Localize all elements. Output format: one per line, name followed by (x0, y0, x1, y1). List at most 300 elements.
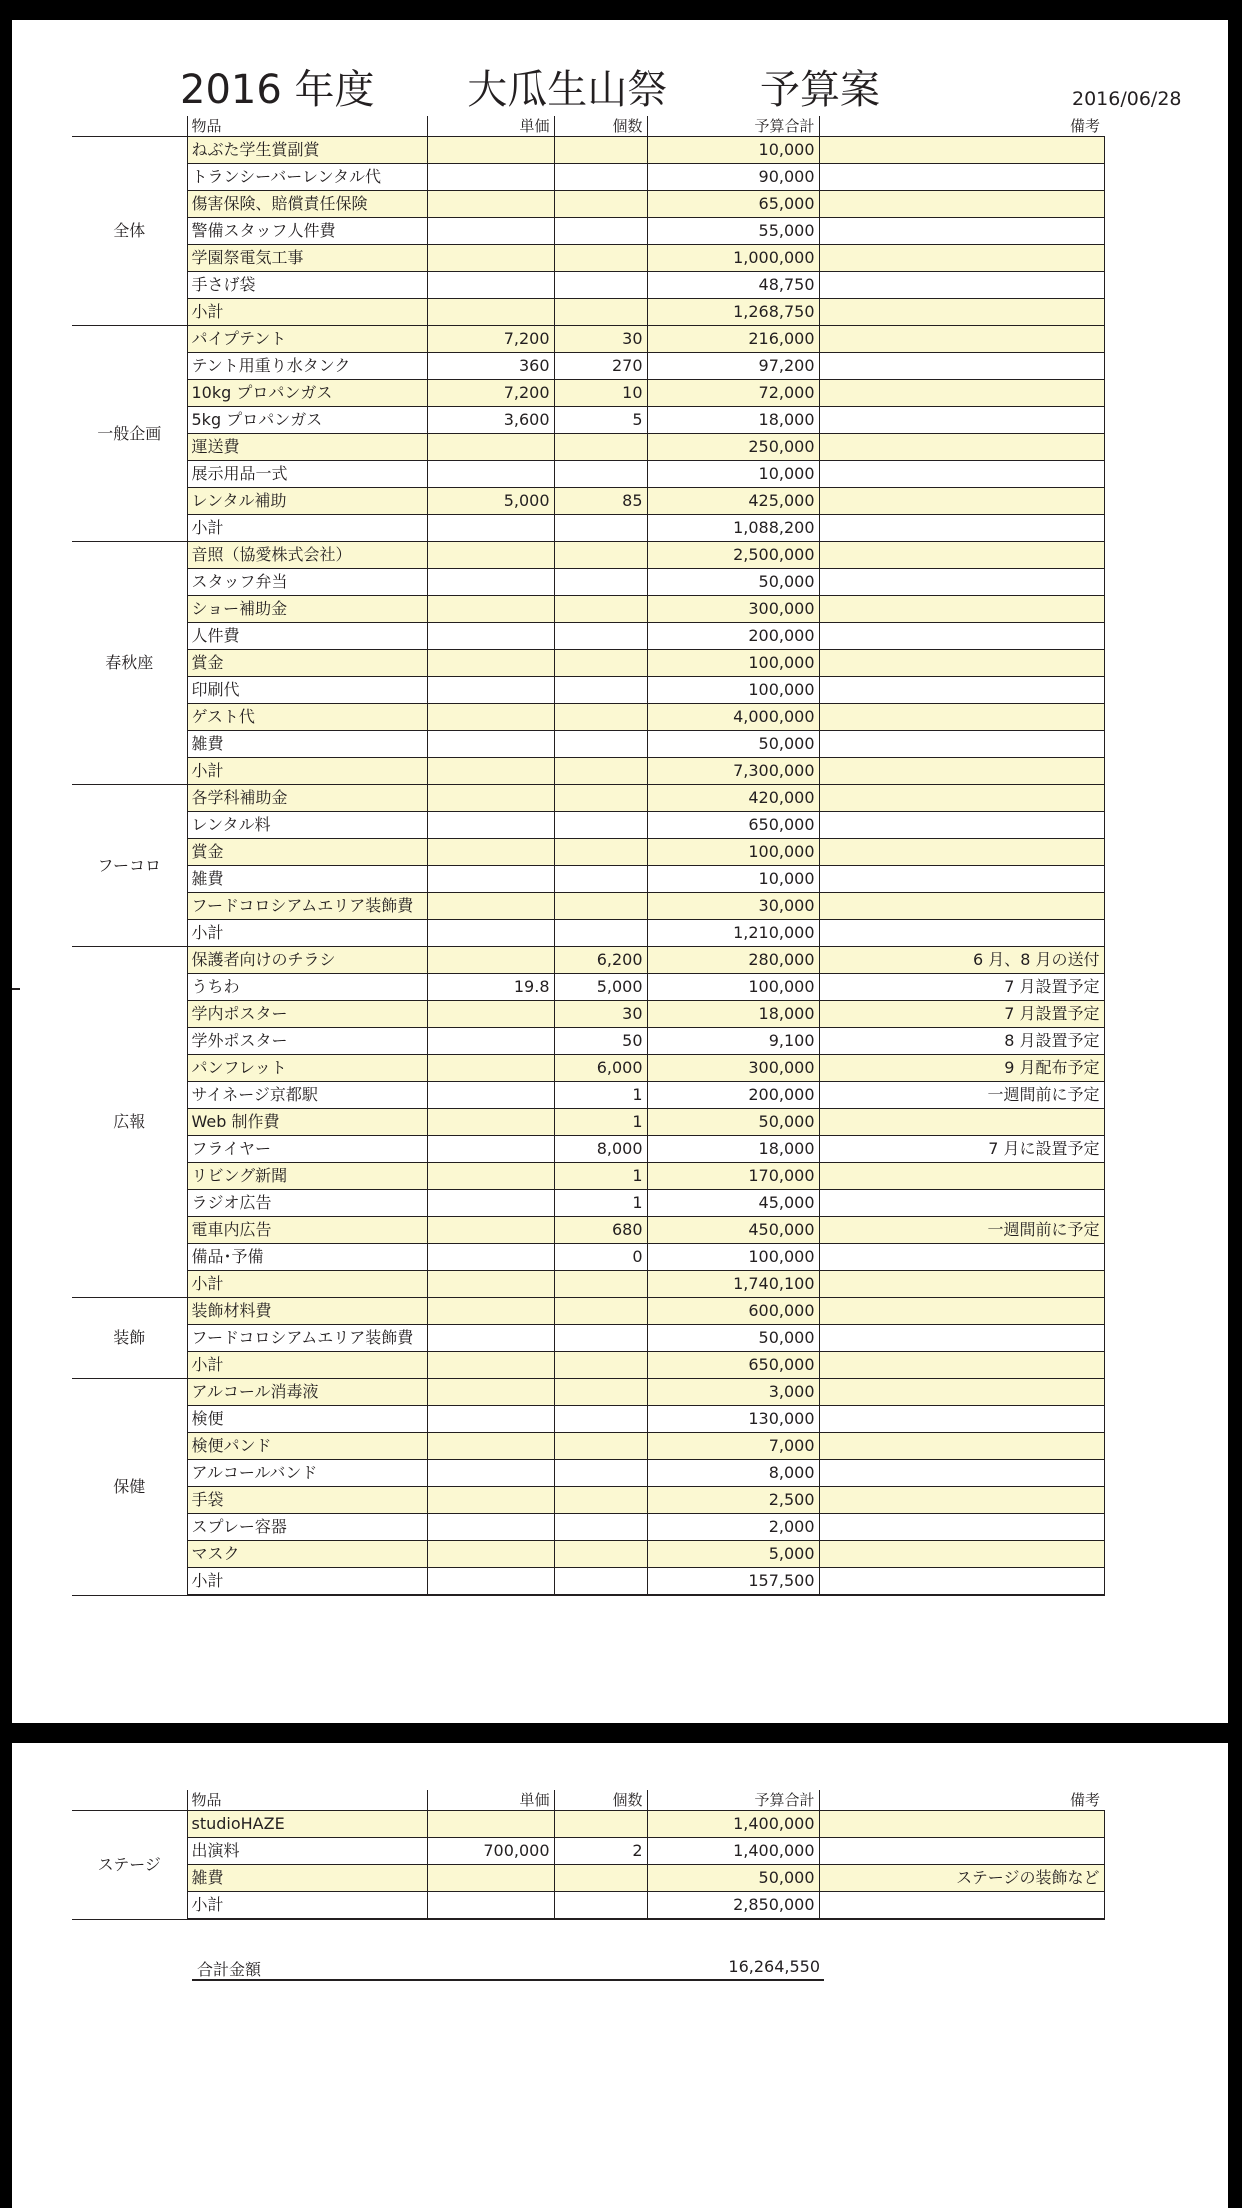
qty-cell: 50 (554, 1028, 647, 1055)
table-row (72, 893, 1104, 920)
table-row (72, 1055, 1104, 1082)
table-row (72, 272, 1104, 299)
table-row (72, 704, 1104, 731)
qty-cell (554, 515, 647, 542)
item-cell: フードコロシアムエリア装飾費 (187, 1325, 427, 1352)
note-cell (819, 1244, 1104, 1271)
category-label: フーコロ (72, 785, 187, 947)
total-cell: 1,400,000 (647, 1811, 819, 1838)
table-row (72, 137, 1104, 164)
category-label: 全体 (72, 137, 187, 326)
price-cell (427, 1217, 554, 1244)
price-cell: 360 (427, 353, 554, 380)
total-cell: 1,268,750 (647, 299, 819, 326)
item-cell: 雑費 (187, 866, 427, 893)
total-cell: 450,000 (647, 1217, 819, 1244)
note-cell (819, 758, 1104, 785)
header-price: 単価 (427, 1790, 554, 1811)
grand-total-value: 16,264,550 (728, 1957, 820, 1976)
item-cell: 傷害保険、賠償責任保険 (187, 191, 427, 218)
total-cell: 9,100 (647, 1028, 819, 1055)
note-cell (819, 218, 1104, 245)
item-cell: パイプテント (187, 326, 427, 353)
table-row (72, 731, 1104, 758)
qty-cell (554, 1325, 647, 1352)
item-cell: ショー補助金 (187, 596, 427, 623)
note-cell: 一週間前に予定 (819, 1217, 1104, 1244)
qty-cell: 680 (554, 1217, 647, 1244)
item-cell: スプレー容器 (187, 1514, 427, 1541)
total-cell: 1,000,000 (647, 245, 819, 272)
total-cell: 10,000 (647, 461, 819, 488)
item-cell: 小計 (187, 920, 427, 947)
qty-cell: 1 (554, 1109, 647, 1136)
price-cell: 700,000 (427, 1838, 554, 1865)
note-cell (819, 164, 1104, 191)
table-row (72, 326, 1104, 353)
total-cell: 100,000 (647, 974, 819, 1001)
note-cell: 7 月に設置予定 (819, 1136, 1104, 1163)
table-row (72, 1109, 1104, 1136)
qty-cell (554, 569, 647, 596)
header-price: 単価 (427, 116, 554, 137)
note-cell (819, 488, 1104, 515)
category-label: ステージ (72, 1811, 187, 1920)
qty-cell (554, 1568, 647, 1596)
category-label: 広報 (72, 947, 187, 1298)
item-cell: 人件費 (187, 623, 427, 650)
table-row (72, 1001, 1104, 1028)
qty-cell: 5,000 (554, 974, 647, 1001)
total-cell: 1,210,000 (647, 920, 819, 947)
header-blank (72, 1790, 187, 1811)
item-cell: 小計 (187, 515, 427, 542)
table-row (72, 488, 1104, 515)
price-cell (427, 1109, 554, 1136)
item-cell: 各学科補助金 (187, 785, 427, 812)
price-cell (427, 1163, 554, 1190)
qty-cell (554, 650, 647, 677)
qty-cell: 270 (554, 353, 647, 380)
qty-cell (554, 461, 647, 488)
table-row (72, 245, 1104, 272)
note-cell (819, 920, 1104, 947)
qty-cell (554, 137, 647, 164)
document-title (12, 58, 1228, 115)
total-cell: 2,000 (647, 1514, 819, 1541)
price-cell (427, 1001, 554, 1028)
table-row (72, 866, 1104, 893)
total-cell: 48,750 (647, 272, 819, 299)
item-cell: 小計 (187, 1352, 427, 1379)
item-cell: 検便 (187, 1406, 427, 1433)
item-cell: 装飾材料費 (187, 1298, 427, 1325)
price-cell (427, 434, 554, 461)
note-cell (819, 704, 1104, 731)
item-cell: 賞金 (187, 650, 427, 677)
note-cell (819, 434, 1104, 461)
price-cell (427, 1811, 554, 1838)
note-cell (819, 596, 1104, 623)
note-cell (819, 1811, 1104, 1838)
qty-cell (554, 1865, 647, 1892)
table-row (72, 299, 1104, 326)
table-row (72, 1082, 1104, 1109)
qty-cell (554, 758, 647, 785)
note-cell: 6 月、8 月の送付 (819, 947, 1104, 974)
price-cell (427, 1352, 554, 1379)
qty-cell: 1 (554, 1082, 647, 1109)
qty-cell (554, 434, 647, 461)
qty-cell (554, 191, 647, 218)
qty-cell: 5 (554, 407, 647, 434)
note-cell (819, 380, 1104, 407)
table-row (72, 1028, 1104, 1055)
table-row (72, 1514, 1104, 1541)
note-cell (819, 1892, 1104, 1920)
item-cell: ラジオ広告 (187, 1190, 427, 1217)
note-cell (819, 1298, 1104, 1325)
total-cell: 10,000 (647, 866, 819, 893)
total-cell: 280,000 (647, 947, 819, 974)
table-row (72, 1244, 1104, 1271)
total-cell: 200,000 (647, 623, 819, 650)
qty-cell: 30 (554, 1001, 647, 1028)
note-cell (819, 515, 1104, 542)
note-cell (819, 1163, 1104, 1190)
item-cell: パンフレット (187, 1055, 427, 1082)
table-row (72, 569, 1104, 596)
item-cell: アルコール消毒液 (187, 1379, 427, 1406)
total-cell: 18,000 (647, 1001, 819, 1028)
price-cell (427, 893, 554, 920)
table-row (72, 1433, 1104, 1460)
note-cell: 一週間前に予定 (819, 1082, 1104, 1109)
total-cell: 3,000 (647, 1379, 819, 1406)
item-cell: レンタル料 (187, 812, 427, 839)
note-cell (819, 569, 1104, 596)
price-cell: 3,600 (427, 407, 554, 434)
note-cell (819, 623, 1104, 650)
item-cell: 出演料 (187, 1838, 427, 1865)
item-cell: 保護者向けのチラシ (187, 947, 427, 974)
qty-cell: 85 (554, 488, 647, 515)
item-cell: ねぶた学生賞副賞 (187, 137, 427, 164)
price-cell (427, 1055, 554, 1082)
table-header (72, 116, 1104, 137)
qty-cell (554, 1811, 647, 1838)
qty-cell (554, 893, 647, 920)
total-cell: 65,000 (647, 191, 819, 218)
total-cell: 8,000 (647, 1460, 819, 1487)
table-row (72, 1838, 1104, 1865)
item-cell: 学園祭電気工事 (187, 245, 427, 272)
total-cell: 250,000 (647, 434, 819, 461)
price-cell (427, 461, 554, 488)
note-cell (819, 1190, 1104, 1217)
qty-cell (554, 1379, 647, 1406)
qty-cell (554, 1514, 647, 1541)
table-row (72, 461, 1104, 488)
table-row (72, 434, 1104, 461)
document-date: 2016/06/28 (1072, 88, 1182, 110)
price-cell: 5,000 (427, 488, 554, 515)
item-cell: 5kg プロパンガス (187, 407, 427, 434)
price-cell (427, 920, 554, 947)
qty-cell (554, 866, 647, 893)
note-cell (819, 893, 1104, 920)
total-cell: 300,000 (647, 596, 819, 623)
total-cell: 5,000 (647, 1541, 819, 1568)
price-cell (427, 569, 554, 596)
total-cell: 10,000 (647, 137, 819, 164)
table-row (72, 1406, 1104, 1433)
price-cell (427, 1271, 554, 1298)
title-doc: 予算案 (759, 67, 880, 113)
qty-cell: 2 (554, 1838, 647, 1865)
qty-cell (554, 1271, 647, 1298)
item-cell: サイネージ京都駅 (187, 1082, 427, 1109)
total-cell: 55,000 (647, 218, 819, 245)
table-row (72, 947, 1104, 974)
total-cell: 7,000 (647, 1433, 819, 1460)
qty-cell (554, 299, 647, 326)
total-cell: 420,000 (647, 785, 819, 812)
category-label: 一般企画 (72, 326, 187, 542)
table-row (72, 407, 1104, 434)
table-row (72, 1352, 1104, 1379)
total-cell: 100,000 (647, 1244, 819, 1271)
item-cell: 賞金 (187, 839, 427, 866)
price-cell (427, 1325, 554, 1352)
note-cell (819, 1352, 1104, 1379)
note-cell: 7 月設置予定 (819, 1001, 1104, 1028)
price-cell: 7,200 (427, 380, 554, 407)
price-cell (427, 1406, 554, 1433)
note-cell: 8 月設置予定 (819, 1028, 1104, 1055)
crop-mark (12, 988, 20, 990)
total-cell: 1,088,200 (647, 515, 819, 542)
price-cell (427, 1892, 554, 1920)
total-cell: 18,000 (647, 407, 819, 434)
header-note: 備考 (819, 116, 1104, 137)
header-blank (72, 116, 187, 137)
table-row (72, 839, 1104, 866)
note-cell (819, 407, 1104, 434)
qty-cell (554, 245, 647, 272)
table-row (72, 920, 1104, 947)
note-cell (819, 1460, 1104, 1487)
note-cell (819, 1109, 1104, 1136)
item-cell: 小計 (187, 1892, 427, 1920)
table-row (72, 164, 1104, 191)
item-cell: うちわ (187, 974, 427, 1001)
price-cell (427, 245, 554, 272)
total-cell: 425,000 (647, 488, 819, 515)
table-row (72, 1298, 1104, 1325)
category-label: 春秋座 (72, 542, 187, 785)
header-qty: 個数 (554, 1790, 647, 1811)
item-cell: テント用重り水タンク (187, 353, 427, 380)
note-cell (819, 461, 1104, 488)
item-cell: 学内ポスター (187, 1001, 427, 1028)
qty-cell: 0 (554, 1244, 647, 1271)
qty-cell (554, 542, 647, 569)
table-row (72, 218, 1104, 245)
item-cell: 手袋 (187, 1487, 427, 1514)
table-row (72, 542, 1104, 569)
table-row (72, 515, 1104, 542)
qty-cell (554, 704, 647, 731)
item-cell: 小計 (187, 758, 427, 785)
total-cell: 72,000 (647, 380, 819, 407)
table-row (72, 974, 1104, 1001)
table-row (72, 1163, 1104, 1190)
qty-cell (554, 839, 647, 866)
total-cell: 45,000 (647, 1190, 819, 1217)
note-cell (819, 272, 1104, 299)
total-cell: 170,000 (647, 1163, 819, 1190)
total-cell: 50,000 (647, 731, 819, 758)
total-cell: 50,000 (647, 1109, 819, 1136)
note-cell (819, 1433, 1104, 1460)
item-cell: 手さげ袋 (187, 272, 427, 299)
price-cell (427, 677, 554, 704)
price-cell (427, 866, 554, 893)
qty-cell (554, 785, 647, 812)
price-cell (427, 839, 554, 866)
header-item: 物品 (187, 116, 427, 137)
item-cell: リビング新聞 (187, 1163, 427, 1190)
header-total: 予算合計 (647, 116, 819, 137)
item-cell: studioHAZE (187, 1811, 427, 1838)
item-cell: 検便パンド (187, 1433, 427, 1460)
total-cell: 600,000 (647, 1298, 819, 1325)
total-cell: 90,000 (647, 164, 819, 191)
item-cell: 警備スタッフ人件費 (187, 218, 427, 245)
table-row (72, 650, 1104, 677)
note-cell: 7 月設置予定 (819, 974, 1104, 1001)
price-cell (427, 1514, 554, 1541)
table-row (72, 353, 1104, 380)
price-cell (427, 947, 554, 974)
qty-cell (554, 1352, 647, 1379)
table-row (72, 1217, 1104, 1244)
table-row (72, 623, 1104, 650)
qty-cell (554, 920, 647, 947)
item-cell: 小計 (187, 1568, 427, 1596)
table-row (72, 677, 1104, 704)
note-cell (819, 1406, 1104, 1433)
price-cell (427, 272, 554, 299)
category-label: 装飾 (72, 1298, 187, 1379)
item-cell: 雑費 (187, 1865, 427, 1892)
note-cell (819, 650, 1104, 677)
header-qty: 個数 (554, 116, 647, 137)
total-cell: 50,000 (647, 1325, 819, 1352)
item-cell: Web 制作費 (187, 1109, 427, 1136)
price-cell (427, 218, 554, 245)
total-cell: 2,850,000 (647, 1892, 819, 1920)
note-cell (819, 137, 1104, 164)
qty-cell (554, 731, 647, 758)
note-cell (819, 542, 1104, 569)
qty-cell (554, 272, 647, 299)
total-cell: 1,400,000 (647, 1838, 819, 1865)
qty-cell: 1 (554, 1163, 647, 1190)
qty-cell (554, 218, 647, 245)
qty-cell: 30 (554, 326, 647, 353)
note-cell (819, 839, 1104, 866)
price-cell (427, 1487, 554, 1514)
note-cell (819, 353, 1104, 380)
item-cell: 10kg プロパンガス (187, 380, 427, 407)
qty-cell (554, 1487, 647, 1514)
stage-budget-table (72, 1790, 1105, 1920)
total-cell: 50,000 (647, 569, 819, 596)
header-total: 予算合計 (647, 1790, 819, 1811)
qty-cell (554, 164, 647, 191)
note-cell (819, 1568, 1104, 1596)
item-cell: 備品･予備 (187, 1244, 427, 1271)
table-row (72, 758, 1104, 785)
qty-cell (554, 1433, 647, 1460)
total-cell: 200,000 (647, 1082, 819, 1109)
note-cell (819, 785, 1104, 812)
note-cell (819, 866, 1104, 893)
price-cell (427, 1568, 554, 1596)
price-cell (427, 1028, 554, 1055)
price-cell: 7,200 (427, 326, 554, 353)
grand-total-label: 合計金額 (197, 1960, 262, 1979)
qty-cell (554, 623, 647, 650)
note-cell (819, 812, 1104, 839)
note-cell (819, 299, 1104, 326)
qty-cell (554, 1460, 647, 1487)
item-cell: 雑費 (187, 731, 427, 758)
item-cell: フライヤー (187, 1136, 427, 1163)
qty-cell: 1 (554, 1190, 647, 1217)
price-cell (427, 1460, 554, 1487)
item-cell: ゲスト代 (187, 704, 427, 731)
item-cell: フードコロシアムエリア装飾費 (187, 893, 427, 920)
note-cell (819, 1271, 1104, 1298)
item-cell: アルコールバンド (187, 1460, 427, 1487)
note-cell (819, 731, 1104, 758)
price-cell (427, 1136, 554, 1163)
note-cell (819, 1325, 1104, 1352)
total-cell: 130,000 (647, 1406, 819, 1433)
total-cell: 7,300,000 (647, 758, 819, 785)
price-cell (427, 1865, 554, 1892)
item-cell: 小計 (187, 299, 427, 326)
price-cell (427, 542, 554, 569)
note-cell (819, 1379, 1104, 1406)
note-cell (819, 326, 1104, 353)
table-row (72, 1892, 1104, 1920)
table-row (72, 1190, 1104, 1217)
item-cell: レンタル補助 (187, 488, 427, 515)
qty-cell: 6,200 (554, 947, 647, 974)
note-cell (819, 191, 1104, 218)
price-cell (427, 299, 554, 326)
table-row (72, 1460, 1104, 1487)
item-cell: 音照（協愛株式会社） (187, 542, 427, 569)
note-cell: 9 月配布予定 (819, 1055, 1104, 1082)
total-cell: 2,500 (647, 1487, 819, 1514)
total-cell: 100,000 (647, 839, 819, 866)
price-cell (427, 1190, 554, 1217)
